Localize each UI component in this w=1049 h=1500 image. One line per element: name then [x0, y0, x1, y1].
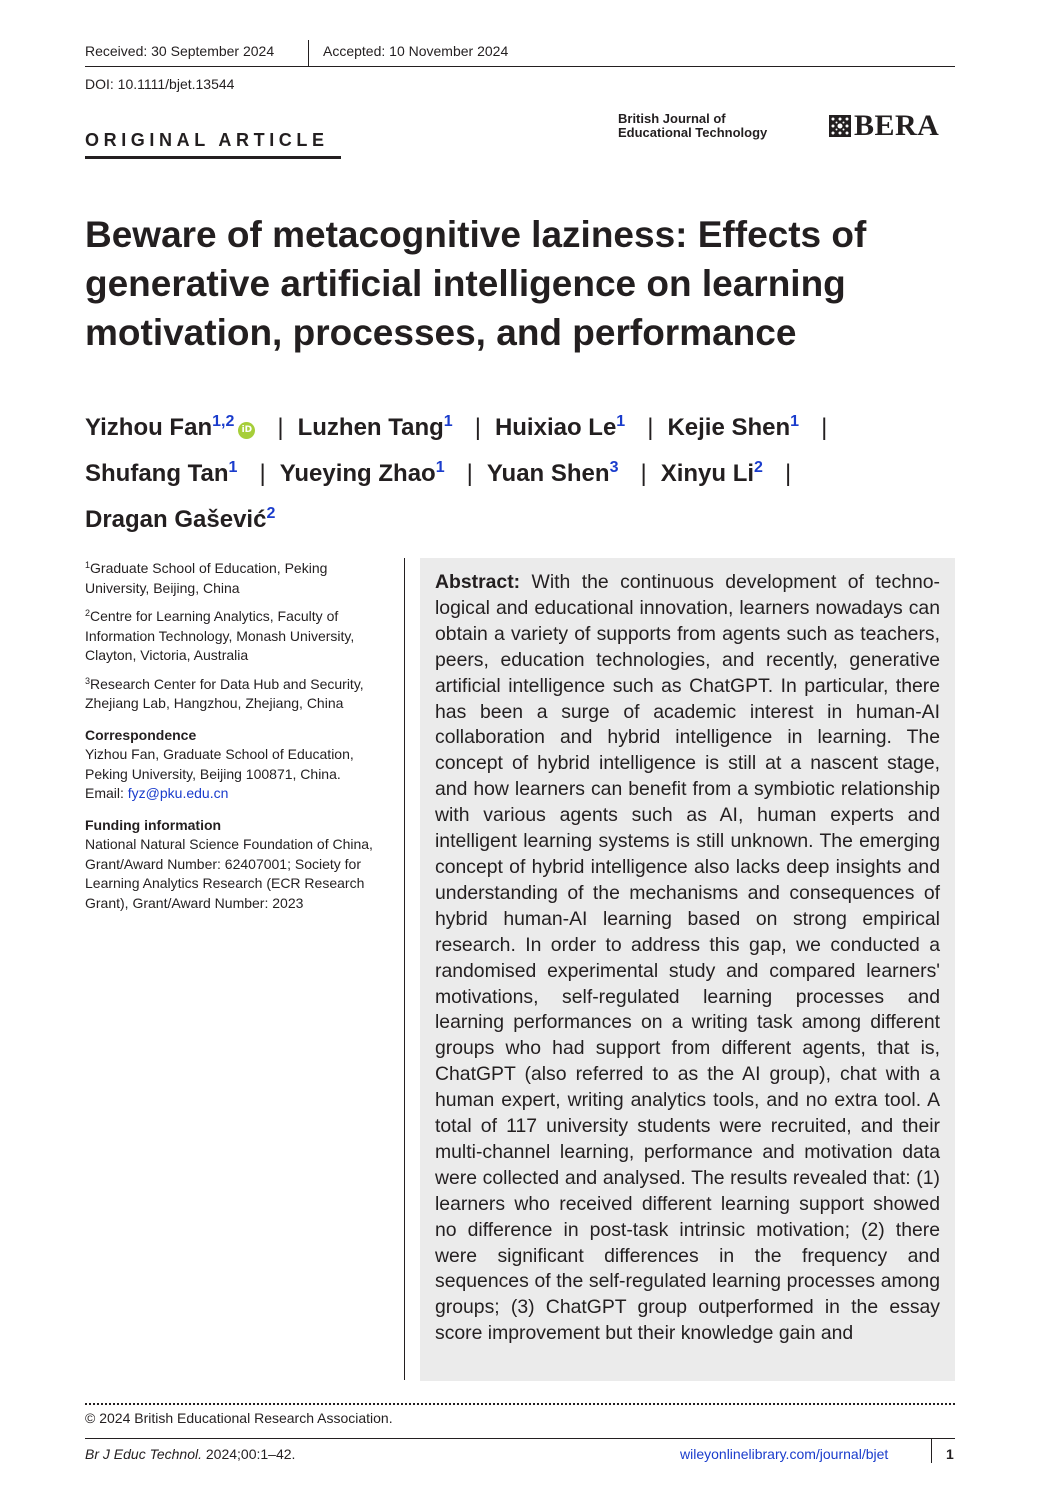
author[interactable]: [85, 506, 275, 533]
affiliation: [85, 556, 390, 598]
journal-abbreviation: Br J Educ Technol.: [85, 1446, 202, 1462]
author-separator: |: [259, 460, 266, 487]
author-name: Huixiao Le: [494, 414, 617, 441]
bera-logo-text: BERA: [854, 109, 940, 142]
author-list: [85, 402, 965, 540]
affiliation-text: Centre for Learning Analytics, Faculty of Information Technology, Monash University, Clayton, Victoria, Australia: [85, 608, 355, 663]
column-divider: [404, 558, 405, 1380]
abstract-text: With the continuous development of technological and educational innovation, learners nowadays can obtain a variety of supports from agents such as teachers, peers, education technologies, and recently, generative artificial intelligence such as ChatGPT. In particular, there has been a surge of academic interest in human-AI collaboration and hybrid intelligence in learning. The concept of hybrid intelligence is still at a nascent stage, and how learners can benefit from a symbiotic relationship with various agents such as AI, human experts and intelligent learning systems is still unknown. The emerging concept of hybrid intelligence also lacks deep insights and understanding of the mechanisms and consequences of hybrid human-AI learning based on strong empirical research. In order to address this gap, we conducted a randomised experimental study and compared learners' motivations, self-regulated learning processes and learning performances on a writing task among different groups who had support from different agents, that is, ChatGPT (also referred to as the AI group), chat with a human expert, writing analytics tools, and no extra tool. A total of 117 university students were recruited, and their multi-channel learning, performance and motivation data were collected and analysed. The results revealed that: (1) learners who received different learning support showed no difference in post-task intrinsic motivation; (2) there were significant differences in the frequency and sequences of the self-regulated learning processes among groups; (3) ChatGPT group outperformed in the essay score improvement but their knowledge gain and: [435, 571, 941, 1345]
author-separator: |: [466, 460, 473, 487]
affiliation-text: Graduate School of Education, Peking University, Beijing, China: [85, 560, 328, 596]
article-type-underline: [85, 156, 341, 159]
accepted-date: Accepted: 10 November 2024: [323, 43, 509, 59]
author[interactable]: [661, 460, 763, 487]
author-name: Shufang Tan: [85, 460, 229, 487]
affiliation-superscript[interactable]: 1: [790, 413, 800, 430]
affiliation: [85, 672, 390, 714]
funding-text: National Natural Science Foundation of China, Grant/Award Number: 62407001; Society for Learning Analytics Research (ECR Research Grant), Grant/Award Number: 2023: [85, 836, 373, 911]
page-number-divider: [931, 1439, 932, 1463]
affiliation-text: Research Center for Data Hub and Security, Zhejiang Lab, Hangzhou, Zhejiang, China: [85, 675, 364, 711]
affiliation-superscript[interactable]: 1: [228, 459, 238, 476]
affiliation-number: 2: [85, 608, 91, 618]
author[interactable]: [667, 414, 799, 441]
orcid-icon[interactable]: iD: [238, 422, 255, 439]
bera-logo: [829, 109, 940, 142]
journal-name-line-2: Educational Technology: [618, 125, 768, 140]
author-name: Yuan Shen: [486, 460, 610, 487]
journal-name-line-1: British Journal of: [618, 111, 726, 126]
header-rule: [85, 66, 955, 67]
affiliation: [85, 604, 390, 666]
author[interactable]: [85, 460, 237, 487]
author-name: Dragan Gašević: [85, 506, 267, 533]
affiliation-superscript[interactable]: 1,2: [212, 413, 235, 430]
correspondence-email-line: [85, 784, 390, 804]
author[interactable]: [298, 414, 453, 441]
article-title: Beware of metacognitive laziness: Effects of generative artificial intelligence on learning motivation, processes, and performance: [85, 214, 867, 353]
correspondence-heading: Correspondence: [85, 726, 197, 743]
funding-heading: Funding information: [85, 816, 222, 833]
article-type-label: ORIGINAL ARTICLE: [85, 130, 329, 150]
citation: [85, 1446, 295, 1462]
author-name: Kejie Shen: [667, 414, 791, 441]
affiliation-superscript[interactable]: 1: [616, 413, 626, 430]
author-name: Yizhou Fan: [85, 414, 213, 441]
author-separator: |: [647, 414, 654, 441]
abstract: [435, 570, 940, 1347]
affiliation-superscript[interactable]: 1: [443, 413, 453, 430]
citation-details: 2024;00:1–42.: [202, 1446, 296, 1462]
doi[interactable]: DOI: 10.1111/bjet.13544: [85, 76, 235, 92]
affiliation-superscript[interactable]: 3: [609, 459, 619, 476]
affiliation-number: 1: [85, 560, 91, 570]
bera-emblem-icon: [829, 115, 851, 137]
affiliation-superscript[interactable]: 2: [266, 505, 276, 522]
date-divider: [308, 40, 309, 66]
copyright-notice: © 2024 British Educational Research Association.: [85, 1410, 393, 1426]
author[interactable]: [487, 460, 619, 487]
email-link[interactable]: fyz@pku.edu.cn: [127, 785, 229, 801]
page-number: 1: [946, 1446, 954, 1462]
journal-website-link[interactable]: wileyonlinelibrary.com/journal/bjet: [680, 1446, 889, 1462]
author-name: Yueying Zhao: [279, 460, 436, 487]
author[interactable]: [280, 460, 445, 487]
author-separator: |: [640, 460, 647, 487]
author-separator: |: [474, 414, 481, 441]
footer-rule: [85, 1438, 955, 1439]
affiliation-number: 3: [85, 675, 91, 686]
affiliation-superscript[interactable]: 1: [435, 459, 445, 476]
email-label: Email:: [85, 785, 128, 801]
footer-dotted-rule: [85, 1403, 955, 1405]
abstract-label: Abstract:: [435, 571, 521, 593]
journal-name: [618, 112, 818, 140]
author[interactable]: [495, 414, 625, 441]
author-name: Xinyu Li: [660, 460, 755, 487]
author[interactable]: [85, 414, 255, 441]
article-sidebar: [85, 556, 390, 913]
affiliation-superscript[interactable]: 2: [754, 459, 763, 476]
author-separator: |: [277, 414, 284, 441]
received-date: Received: 30 September 2024: [85, 43, 275, 59]
correspondence-text: Yizhou Fan, Graduate School of Education, Peking University, Beijing 100871, China.: [85, 746, 354, 782]
author-separator: |: [821, 414, 828, 441]
author-name: Luzhen Tang: [297, 414, 444, 441]
author-separator: |: [784, 460, 792, 487]
